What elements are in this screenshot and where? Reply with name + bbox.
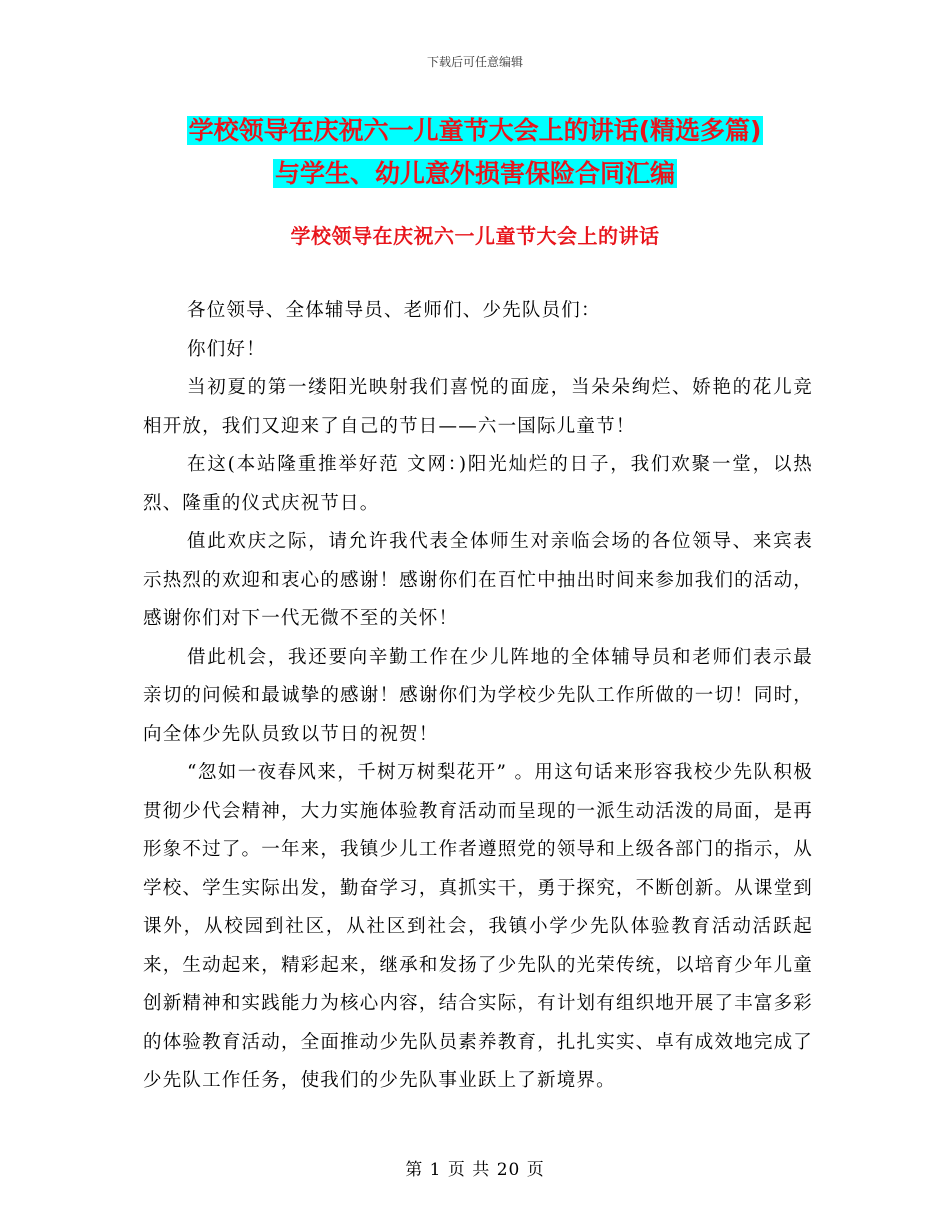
- document-title-line-1: [0, 114, 950, 148]
- document-body: [143, 292, 813, 1101]
- page-number-footer: 第 1 页 共 20 页: [405, 1160, 545, 1180]
- paragraph: 当初夏的第一缕阳光映射我们喜悦的面庞，当朵朵绚烂、娇艳的花儿竞相开放，我们又迎来了自己的节日——六一国际儿童节！: [143, 377, 813, 437]
- paragraph: 值此欢庆之际，请允许我代表全体师生对亲临会场的各位领导、来宾表示热烈的欢迎和衷心的感谢！感谢你们在百忙中抽出时间来参加我们的活动，感谢你们对下一代无微不至的关怀！: [143, 531, 813, 629]
- title-line-1-text: 学校领导在庆祝六一儿童节大会上的讲话(精选多篇): [188, 116, 762, 145]
- paragraph-hello: 你们好！: [187, 338, 266, 360]
- title-line-2-text: 与学生、幼儿意外损害保险合同汇编: [274, 159, 675, 188]
- paragraph: 在这(本站隆重推举好范 文网：)阳光灿烂的日子，我们欢聚一堂，以热烈、隆重的仪式庆祝节日。: [143, 454, 813, 514]
- paragraph-greeting: 各位领导、全体辅导员、老师们、少先队员们：: [187, 300, 601, 321]
- section-heading: 学校领导在庆祝六一儿童节大会上的讲话: [290, 224, 660, 248]
- paragraph: 借此机会，我还要向辛勤工作在少儿阵地的全体辅导员和老师们表示最亲切的问候和最诚挚的感谢！感谢你们为学校少先队工作所做的一切！同时，向全体少先队员致以节日的祝贺！: [143, 646, 813, 745]
- paragraph: “忽如一夜春风来，千树万树梨花开” 。用这句话来形容我校少先队积极贯彻少代会精神，大力实施体验教育活动而呈现的一派生动活泼的局面，是再形象不过了。一年来，我镇少儿工作者遵照党的领导和上级各部门的指示，从学校、学生实际出发，勤奋学习，真抓实干，勇于探究，不断创新。从课堂到课外，从校园到社区，从社区到社会，我镇小学少先队体验教育活动活跃起来，生动起来，精彩起来，继承和发扬了少先队的光荣传统，以培育少年儿童创新精神和实践能力为核心内容，结合实际，有计划有组织地开展了丰富多彩的体验教育活动，全面推动少先队员素养教育，扎扎实实、卓有成效地完成了少先队工作任务，使我们的少先队事业跃上了新境界。: [143, 762, 813, 1091]
- page-header-note: 下载后可任意编辑: [426, 55, 523, 69]
- document-title-line-2: [0, 157, 950, 191]
